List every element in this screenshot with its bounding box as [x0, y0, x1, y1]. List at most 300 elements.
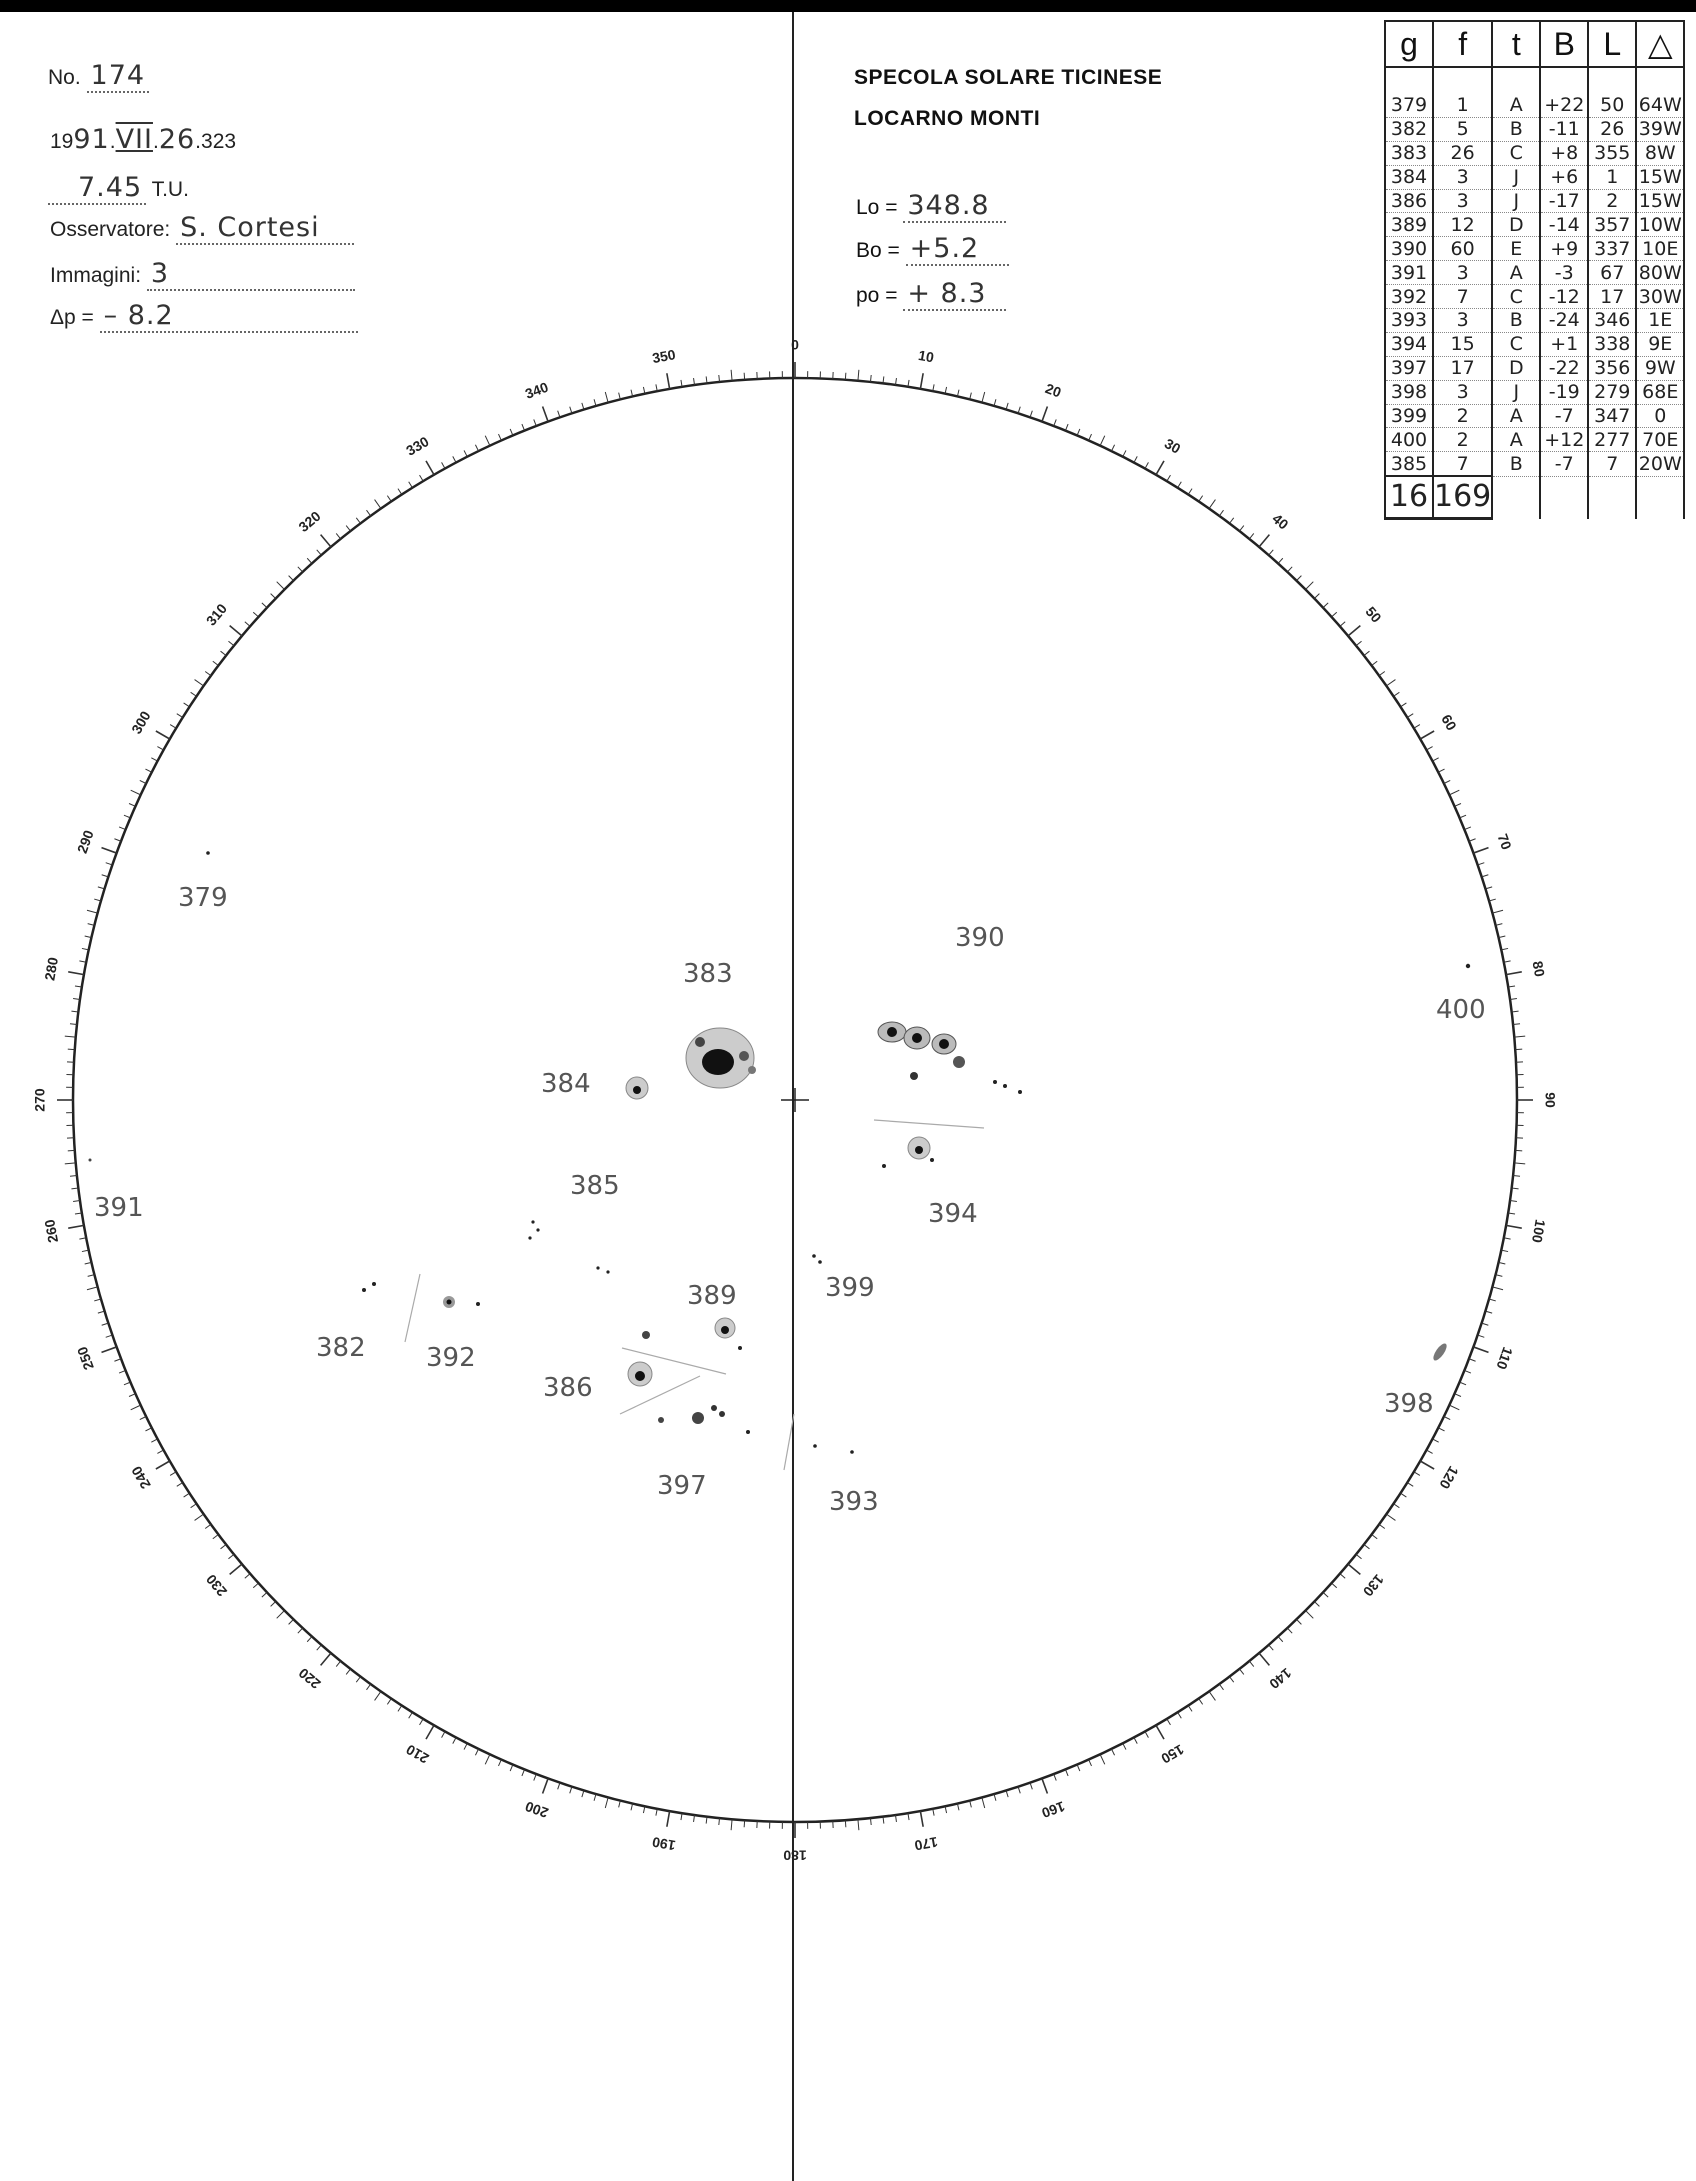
degree-tick: [1134, 1737, 1137, 1743]
cell-delta: 30W: [1636, 285, 1684, 309]
cell-b: -3: [1540, 261, 1588, 285]
degree-tick: [475, 445, 478, 451]
degree-tick: [102, 1323, 109, 1325]
degree-tick: [398, 1706, 402, 1712]
degree-tick: [1372, 661, 1378, 665]
cell-delta: 1E: [1636, 309, 1684, 333]
cell-delta: 15W: [1636, 165, 1684, 189]
degree-tick: [106, 1335, 113, 1337]
degree-tick: [114, 839, 121, 842]
param-lo-label: Lo =: [856, 196, 898, 219]
table-row: [1385, 117, 1684, 141]
degree-tick: [177, 714, 183, 718]
degree-tick: [213, 1535, 219, 1539]
label-398: 398: [1384, 1389, 1434, 1419]
table-row: [1385, 356, 1684, 380]
table-row: [1385, 189, 1684, 213]
cell-b: +22: [1540, 94, 1588, 117]
degree-tick: [582, 1790, 584, 1797]
degree-tick: [453, 456, 456, 462]
cell-b: -12: [1540, 285, 1588, 309]
degree-tick: [731, 1819, 732, 1830]
degree-tick: [1478, 1335, 1485, 1337]
degree-tick: [191, 1504, 197, 1508]
degree-tick: [1407, 1483, 1413, 1487]
degree-tick: [1449, 790, 1459, 795]
degree-tick: [1145, 462, 1148, 468]
dp-value: – 8.2: [100, 300, 358, 333]
total-empty: [1492, 476, 1540, 519]
degree-tick: [1482, 875, 1489, 877]
cell-delta: 68E: [1636, 380, 1684, 404]
degree-tick: [1042, 407, 1047, 422]
label-383: 383: [683, 959, 733, 989]
degree-tick: [1438, 769, 1444, 772]
degree-tick: [1469, 839, 1476, 842]
degree-label: 330: [403, 433, 432, 459]
cell-f: 15: [1433, 332, 1492, 356]
degree-tick: [87, 1287, 98, 1290]
degree-tick: [464, 450, 467, 456]
degree-tick: [1230, 1677, 1234, 1683]
degree-tick: [1323, 603, 1328, 608]
cell-delta: 0: [1636, 404, 1684, 428]
degree-tick: [114, 1359, 121, 1362]
degree-tick: [1469, 1359, 1476, 1362]
degree-tick: [1464, 1370, 1470, 1373]
cell-b: -14: [1540, 213, 1588, 237]
col-header-b: B: [1540, 21, 1588, 67]
cell-delta: 20W: [1636, 452, 1684, 476]
cell-b: +12: [1540, 428, 1588, 452]
degree-tick: [485, 436, 490, 446]
label-391: 391: [94, 1193, 144, 1223]
degree-tick: [558, 411, 560, 418]
table-row: [1385, 380, 1684, 404]
degree-tick: [1259, 535, 1269, 547]
label-393: 393: [829, 1487, 879, 1517]
degree-tick: [1492, 1287, 1503, 1290]
degree-tick: [1426, 1450, 1432, 1453]
degree-tick: [387, 1699, 391, 1705]
label-382: 382: [316, 1333, 366, 1363]
table-header-row: [1385, 21, 1684, 67]
cell-f: 3: [1433, 189, 1492, 213]
degree-tick: [124, 1382, 130, 1385]
cell-f: 2: [1433, 428, 1492, 452]
degree-tick: [230, 1564, 242, 1574]
table-row: [1385, 165, 1684, 189]
degree-tick: [245, 622, 250, 627]
degree-tick: [1372, 1535, 1378, 1539]
degree-label: 80: [1529, 959, 1549, 978]
degree-label: 230: [202, 1571, 231, 1600]
table-row: [1385, 237, 1684, 261]
cell-l: 2: [1588, 189, 1636, 213]
date-year: 91: [73, 124, 110, 155]
degree-tick: [543, 407, 548, 422]
degree-label: 290: [73, 827, 97, 856]
degree-tick: [298, 567, 303, 572]
label-399: 399: [825, 1273, 875, 1303]
degree-label: 70: [1494, 831, 1515, 852]
degree-tick: [1134, 456, 1137, 462]
col-header-g: g: [1385, 21, 1433, 67]
degree-tick: [420, 475, 424, 481]
degree-label: 300: [128, 708, 154, 737]
date-suffix: 323: [201, 130, 237, 153]
table-row: [1385, 261, 1684, 285]
cell-b: +8: [1540, 141, 1588, 165]
cell-g: 391: [1385, 261, 1433, 285]
degree-tick: [510, 1765, 513, 1771]
images-label: Immagini:: [50, 264, 142, 287]
degree-tick: [1297, 576, 1302, 581]
degree-tick: [1455, 803, 1461, 806]
degree-tick: [858, 370, 859, 381]
cell-t: A: [1492, 428, 1540, 452]
degree-tick: [356, 1677, 360, 1683]
degree-tick: [277, 582, 285, 590]
degree-tick: [1473, 1347, 1488, 1352]
degree-tick: [1420, 731, 1434, 739]
degree-tick: [1054, 419, 1057, 426]
label-384: 384: [541, 1069, 591, 1099]
degree-label: 50: [1362, 603, 1385, 626]
cell-l: 279: [1588, 380, 1636, 404]
cell-b: -19: [1540, 380, 1588, 404]
degree-label: 180: [783, 1847, 807, 1864]
degree-tick: [375, 500, 381, 509]
degree-tick: [157, 747, 163, 750]
cell-f: 3: [1433, 309, 1492, 333]
col-header-t: t: [1492, 21, 1540, 67]
table-row: [1385, 309, 1684, 333]
cell-b: -17: [1540, 189, 1588, 213]
cell-g: 393: [1385, 309, 1433, 333]
cell-b: -7: [1540, 452, 1588, 476]
cell-f: 26: [1433, 141, 1492, 165]
cell-f: 17: [1433, 356, 1492, 380]
degree-label: 250: [73, 1344, 97, 1373]
degree-tick: [1482, 1323, 1489, 1325]
cell-g: 400: [1385, 428, 1433, 452]
degree-tick: [68, 972, 84, 975]
cell-f: 2: [1433, 404, 1492, 428]
cell-t: D: [1492, 213, 1540, 237]
degree-tick: [1188, 489, 1192, 495]
degree-tick: [420, 1719, 424, 1725]
degree-tick: [1364, 1545, 1370, 1549]
degree-tick: [1077, 429, 1080, 435]
cell-delta: 9W: [1636, 356, 1684, 380]
degree-tick: [1506, 1225, 1522, 1228]
param-po-label: po =: [856, 284, 898, 307]
degree-tick: [87, 910, 98, 913]
cell-g: 382: [1385, 117, 1433, 141]
degree-tick: [1042, 1778, 1047, 1793]
total-empty: [1636, 476, 1684, 519]
degree-tick: [228, 1554, 233, 1558]
degree-tick: [65, 1036, 76, 1037]
degree-tick: [1340, 622, 1345, 627]
degree-tick: [1460, 815, 1466, 818]
degree-tick: [1501, 1250, 1508, 1251]
degree-tick: [1219, 510, 1223, 516]
cell-delta: 80W: [1636, 261, 1684, 285]
table-row: [1385, 332, 1684, 356]
degree-tick: [124, 815, 130, 818]
table-row: [1385, 285, 1684, 309]
degree-label: 130: [1359, 1571, 1388, 1600]
degree-tick: [131, 1405, 141, 1410]
degree-tick: [245, 1574, 250, 1579]
degree-tick: [262, 1592, 267, 1597]
degree-tick: [522, 424, 525, 430]
degree-tick: [156, 731, 170, 739]
degree-tick: [1178, 1712, 1182, 1718]
degree-label: 280: [41, 955, 62, 982]
cell-t: B: [1492, 117, 1540, 141]
degree-tick: [1018, 1787, 1020, 1794]
degree-tick: [375, 1691, 381, 1700]
degree-tick: [534, 419, 537, 426]
cell-l: 338: [1588, 332, 1636, 356]
degree-tick: [1514, 1036, 1525, 1037]
degree-tick: [982, 1797, 985, 1808]
table-row: [1385, 141, 1684, 165]
table-row: [1385, 213, 1684, 237]
cell-t: J: [1492, 380, 1540, 404]
degree-tick: [298, 1628, 303, 1633]
degree-label: 270: [31, 1088, 48, 1112]
cell-f: 7: [1433, 452, 1492, 476]
degree-label: 160: [1039, 1798, 1068, 1822]
cell-t: D: [1492, 356, 1540, 380]
table-row: [1385, 94, 1684, 117]
cell-l: 50: [1588, 94, 1636, 117]
degree-tick: [426, 461, 434, 475]
cell-l: 277: [1588, 428, 1636, 452]
degree-tick: [858, 1819, 859, 1830]
cell-b: +6: [1540, 165, 1588, 189]
degree-tick: [453, 1737, 456, 1743]
sunspot-group-391: [89, 1159, 92, 1162]
degree-tick: [367, 1684, 371, 1690]
degree-tick: [129, 1394, 135, 1397]
degree-tick: [346, 526, 350, 532]
degree-label: 150: [1158, 1741, 1187, 1767]
degree-tick: [582, 403, 584, 410]
degree-label: 10: [917, 346, 936, 366]
degree-tick: [667, 373, 670, 389]
degree-tick: [129, 803, 135, 806]
degree-tick: [1018, 407, 1020, 414]
date-day: 26: [158, 124, 196, 155]
sunspot-group-table: [1384, 20, 1685, 520]
degree-tick: [195, 1514, 204, 1520]
degree-tick: [1178, 482, 1182, 488]
degree-label: 30: [1161, 435, 1184, 457]
label-390: 390: [955, 923, 1005, 953]
cell-delta: 9E: [1636, 332, 1684, 356]
degree-tick: [191, 692, 197, 696]
cell-g: 385: [1385, 452, 1433, 476]
degree-tick: [1006, 1790, 1008, 1797]
degree-tick: [98, 887, 105, 889]
cell-b: -11: [1540, 117, 1588, 141]
degree-tick: [65, 1163, 76, 1164]
degree-tick: [982, 392, 985, 403]
cell-delta: 8W: [1636, 141, 1684, 165]
degree-tick: [409, 482, 413, 488]
degree-label: 190: [650, 1833, 677, 1854]
cell-l: 7: [1588, 452, 1636, 476]
label-392: 392: [426, 1343, 476, 1373]
degree-tick: [1065, 1769, 1068, 1775]
degree-tick: [920, 1811, 923, 1827]
cell-f: 5: [1433, 117, 1492, 141]
degree-tick: [1077, 1765, 1080, 1771]
cell-t: A: [1492, 261, 1540, 285]
degree-label: 340: [522, 378, 551, 402]
cell-delta: 10W: [1636, 213, 1684, 237]
sunspots: [89, 851, 1471, 1470]
degree-tick: [1407, 714, 1413, 718]
cell-l: 347: [1588, 404, 1636, 428]
cell-f: 3: [1433, 165, 1492, 189]
degree-tick: [98, 1311, 105, 1313]
degree-tick: [140, 1417, 146, 1420]
degree-tick: [1432, 1439, 1438, 1442]
cell-t: J: [1492, 189, 1540, 213]
observer-value: S. Cortesi: [176, 212, 354, 245]
cell-delta: 10E: [1636, 237, 1684, 261]
cell-g: 383: [1385, 141, 1433, 165]
cell-f: 3: [1433, 380, 1492, 404]
degree-tick: [1156, 1725, 1164, 1739]
degree-tick: [1199, 1699, 1203, 1705]
cell-l: 357: [1588, 213, 1636, 237]
degree-tick: [1219, 1684, 1223, 1690]
date-month: VII: [115, 124, 153, 155]
degree-tick: [1401, 1493, 1407, 1497]
degree-tick: [1386, 1514, 1395, 1520]
degree-tick: [1287, 1628, 1292, 1633]
col-header-f: f: [1433, 21, 1492, 67]
cell-t: J: [1492, 165, 1540, 189]
degree-label: 240: [128, 1463, 154, 1492]
degree-tick: [543, 1778, 548, 1793]
cell-g: 392: [1385, 285, 1433, 309]
degree-tick: [409, 1712, 413, 1718]
cell-l: 67: [1588, 261, 1636, 285]
degree-tick: [170, 1472, 176, 1476]
degree-tick: [1240, 526, 1244, 532]
sunspot-group-398: [1431, 1342, 1449, 1363]
degree-label: 100: [1528, 1218, 1549, 1245]
degree-tick: [140, 780, 146, 783]
time-value: 7.45: [48, 172, 146, 205]
time-unit: T.U.: [151, 178, 189, 201]
cell-delta: 15W: [1636, 189, 1684, 213]
cell-t: E: [1492, 237, 1540, 261]
degree-tick: [570, 407, 572, 414]
degree-tick: [1112, 445, 1115, 451]
degree-tick: [1269, 550, 1274, 555]
degree-tick: [498, 1760, 501, 1766]
cell-l: 337: [1588, 237, 1636, 261]
sunspot-group-399: [812, 1254, 822, 1264]
cell-t: C: [1492, 332, 1540, 356]
label-379: 379: [178, 883, 228, 913]
degree-tick: [177, 1483, 183, 1487]
sunspot-group-390: [878, 1022, 1022, 1094]
degree-tick: [1209, 1691, 1215, 1700]
degree-tick: [289, 1619, 294, 1624]
degree-tick: [605, 392, 608, 403]
table-body: [1385, 67, 1684, 519]
degree-tick: [106, 863, 113, 865]
degree-tick: [387, 496, 391, 502]
degree-tick: [498, 434, 501, 440]
degree-tick: [151, 758, 157, 761]
number-value: 174: [87, 60, 150, 93]
degree-tick: [131, 790, 141, 795]
cell-g: 399: [1385, 404, 1433, 428]
degree-tick: [1455, 1394, 1461, 1397]
date-printed: 19: [50, 130, 74, 153]
cell-b: +9: [1540, 237, 1588, 261]
cell-b: -7: [1540, 404, 1588, 428]
cell-g: 379: [1385, 94, 1433, 117]
degree-tick: [1314, 594, 1319, 599]
degree-tick: [151, 1439, 157, 1442]
cell-delta: 70E: [1636, 428, 1684, 452]
degree-tick: [1401, 703, 1407, 707]
degree-tick: [1432, 758, 1438, 761]
degree-tick: [605, 1797, 608, 1808]
degree-tick: [1356, 641, 1361, 645]
degree-tick: [1348, 626, 1360, 636]
total-g: 16: [1385, 476, 1433, 519]
degree-tick: [1444, 780, 1450, 783]
degree-tick: [1348, 1564, 1360, 1574]
degree-tick: [1464, 827, 1470, 830]
degree-tick: [157, 1450, 163, 1453]
cell-l: 346: [1588, 309, 1636, 333]
number-label: No.: [48, 66, 81, 89]
degree-tick: [1089, 434, 1092, 440]
total-empty: [1540, 476, 1588, 519]
degree-tick: [307, 558, 312, 563]
cell-g: 394: [1385, 332, 1433, 356]
cell-b: -24: [1540, 309, 1588, 333]
degree-tick: [1394, 1504, 1400, 1508]
param-lo-value: 348.8: [903, 190, 1006, 223]
sunspot-group-400: [1466, 964, 1470, 968]
cell-l: 355: [1588, 141, 1636, 165]
sunspot-group-393: [813, 1444, 854, 1454]
cell-g: 386: [1385, 189, 1433, 213]
degree-tick: [205, 1524, 211, 1528]
degree-tick: [253, 612, 258, 617]
date-line: 1991.VII.26.323: [50, 124, 237, 155]
degree-tick: [262, 603, 267, 608]
cell-f: 60: [1433, 237, 1492, 261]
degree-tick: [1306, 1611, 1314, 1619]
degree-tick: [1145, 1731, 1148, 1737]
